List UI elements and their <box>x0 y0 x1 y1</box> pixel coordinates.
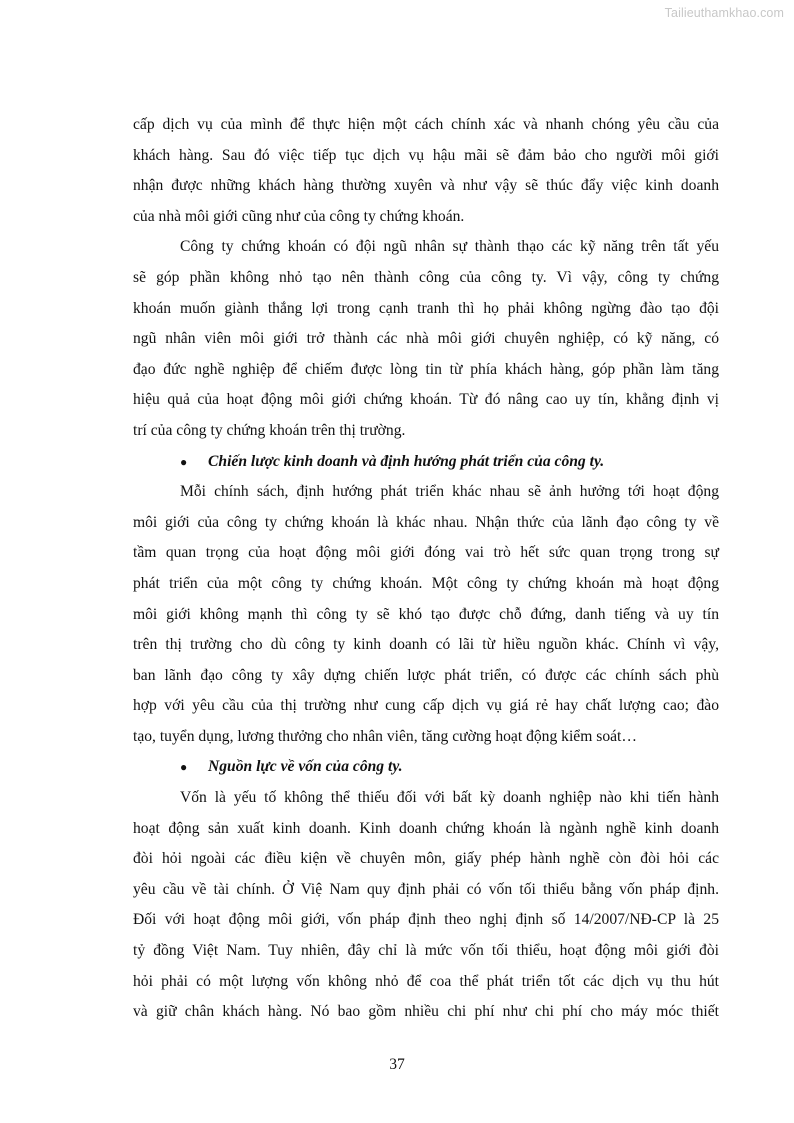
text-line: tầm quan trọng của hoạt động môi giới đóng vai trò hết sức quan trọng trong sự <box>133 544 719 562</box>
document-body <box>133 110 719 1028</box>
text-line: khách hàng. Sau đó việc tiếp tục dịch vụ hậu mãi sẽ đảm bảo cho người môi giới <box>133 146 719 164</box>
text-line: hợp với yêu cầu của thị trường như cung cấp dịch vụ giá rẻ hay chất lượng cao; đào <box>133 697 719 715</box>
text-line: trí của công ty chứng khoán trên thị trường. <box>133 421 406 439</box>
page-number: 37 <box>389 1056 405 1073</box>
paragraph <box>133 110 719 232</box>
text-line: của nhà môi giới cũng như của công ty chứng khoán. <box>133 207 465 225</box>
bullet-heading <box>133 447 719 478</box>
text-line: ngũ nhân viên môi giới trở thành các nhà môi giới chuyên nghiệp, có kỹ năng, có <box>133 330 719 348</box>
text-line: đòi hỏi ngoài các điều kiện về chuyên môn, giấy phép hành nghề còn đòi hỏi các <box>133 850 719 868</box>
bullet-heading <box>133 752 719 783</box>
paragraph <box>133 232 719 446</box>
bullet-icon: ● <box>180 454 188 469</box>
bullet-heading-text: Chiến lược kinh doanh và định hướng phát triển của công ty. <box>208 452 605 470</box>
text-line: môi giới của công ty chứng khoán là khác nhau. Nhận thức của lãnh đạo công ty về <box>133 513 719 531</box>
text-line: hiệu quả của hoạt động môi giới chứng khoán. Từ đó nâng cao uy tín, khẳng định vị <box>133 391 719 409</box>
text-line: và giữ chân khách hàng. Nó bao gồm nhiều chi phí như chi phí cho máy móc thiết <box>133 1003 719 1021</box>
text-line: tạo, tuyển dụng, lương thưởng cho nhân viên, tăng cường hoạt động kiểm soát… <box>133 727 637 745</box>
text-line: Công ty chứng khoán có đội ngũ nhân sự thành thạo các kỹ năng trên tất yếu <box>180 238 719 256</box>
bullet-heading-text: Nguồn lực về vốn của công ty. <box>208 758 403 776</box>
text-line: trên thị trường cho dù công ty kinh doanh có lãi từ hiều nguồn khác. Chính vì vậy, <box>133 636 719 654</box>
text-line: Vốn là yếu tố không thể thiếu đối với bất kỳ doanh nghiệp nào khi tiến hành <box>180 789 719 807</box>
text-line: sẽ góp phần không nhỏ tạo nên thành công của công ty. Vì vậy, công ty chứng <box>133 268 719 286</box>
text-line: hỏi phải có một lượng vốn không nhỏ để coa thể phát triển tốt các dịch vụ thu hút <box>133 972 719 990</box>
text-line: phát triển của một công ty chứng khoán. Một công ty chứng khoán mà hoạt động <box>133 574 719 592</box>
bullet-icon: ● <box>180 760 188 775</box>
text-line: môi giới không mạnh thì công ty sẽ khó tạo được chỗ đứng, danh tiếng và uy tín <box>133 605 719 623</box>
text-line: khoán muốn giành thắng lợi trong cạnh tranh thì họ phải không ngừng đào tạo đội <box>133 299 719 317</box>
paragraph <box>133 783 719 1028</box>
paragraph <box>133 477 719 752</box>
text-line: hoạt động sản xuất kinh doanh. Kinh doanh chứng khoán là ngành nghề kinh doanh <box>133 819 719 837</box>
text-line: nhận được những khách hàng thường xuyên và như vậy sẽ thúc đẩy việc kinh doanh <box>133 177 719 195</box>
text-line: tỷ đồng Việt Nam. Tuy nhiên, đây chỉ là mức vốn tối thiểu, hoạt động môi giới đòi <box>133 942 719 960</box>
text-line: yêu cầu về tài chính. Ở Việ Nam quy định phải có vốn tối thiểu bằng vốn pháp định. <box>133 880 719 898</box>
watermark: Tailieuthamkhao.com <box>664 6 784 20</box>
text-line: đạo đức nghề nghiệp để chiếm được lòng tin từ phía khách hàng, góp phần làm tăng <box>133 360 719 378</box>
text-line: ban lãnh đạo công ty xây dựng chiến lược phát triển, có được các chính sách phù <box>133 666 719 684</box>
text-line: Mỗi chính sách, định hướng phát triển khác nhau sẽ ảnh hưởng tới hoạt động <box>180 483 719 501</box>
text-line: Đối với hoạt động môi giới, vốn pháp định theo nghị định số 14/2007/NĐ-CP là 25 <box>133 911 719 929</box>
text-line: cấp dịch vụ của mình để thực hiện một cách chính xác và nhanh chóng yêu cầu của <box>133 116 719 133</box>
